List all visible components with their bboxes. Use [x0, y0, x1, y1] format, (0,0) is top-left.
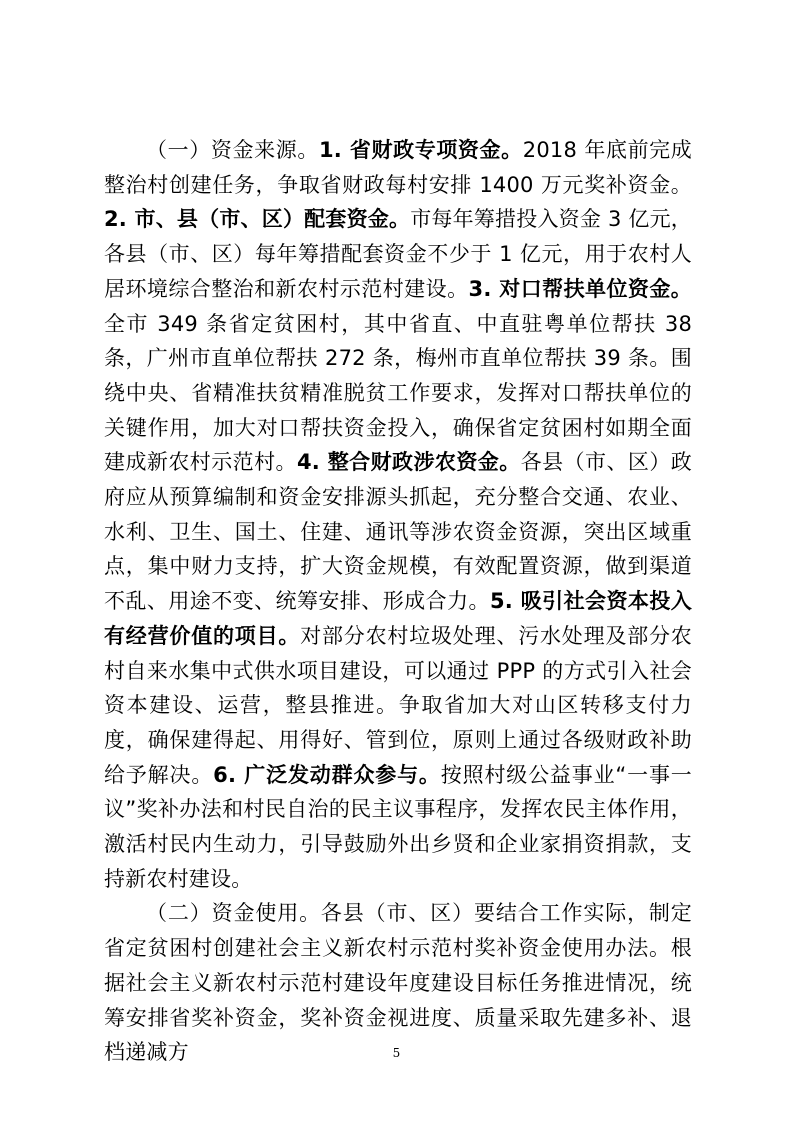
item-text-provincial-special-funds: 2018 年底前完成整治村创建任务，争取省财政每村安排 1400 万元奖补资金。 — [104, 138, 692, 197]
page-number: 5 — [392, 1046, 401, 1060]
item-text-matching-funds: 市每年筹措投入资金 3 亿元，各县（市、区）每年筹措配套资金不少于 1 亿元，用于农村人居环境综合整治和新农村示范村建设。 — [104, 207, 692, 301]
paragraph-fund-use — [104, 896, 692, 1070]
item-text-integrated-agri-funds: 各县（市、区）政府应从预算编制和资金安排源头抓起，充分整合交通、农业、水利、卫生、国土、住建、通讯等涉农资金资源，突出区域重点，集中财力支持，扩大资金规模，有效配置资源，做到渠道不乱、用途不变、统筹安排、形成合力。 — [104, 450, 692, 614]
item-text-paired-assistance-funds: 全市 349 条省定贫困村，其中省直、中直驻粤单位帮扶 38 条，广州市直单位帮扶 272 条，梅州市直单位帮扶 39 条。围绕中央、省精准扶贫精准脱贫工作要求，发挥对口帮扶单位的关键作用，加大对口帮扶资金投入，确保省定贫困村如期全面建成新农村示范村。 — [104, 311, 692, 475]
item-text-public-participation: 按照村级公益事业“一事一议”奖补办法和村民自治的民主议事程序，发挥农民主体作用，激活村民内生动力，引导鼓励外出乡贤和企业家捐资捐款，支持新农村建设。 — [104, 762, 693, 891]
section-heading-funding-sources: （一）资金来源。 — [146, 138, 319, 162]
item-heading-matching-funds: 2. 市、县（市、区）配套资金。 — [104, 207, 411, 232]
section-text-fund-use: （二）资金使用。各县（市、区）要结合工作实际，制定省定贫困村创建社会主义新农村示范村奖补资金使用办法。根据社会主义新农村示范村建设年度建设目标任务推进情况，统筹安排省奖补资金，奖补资金视进度、质量采取先建多补、退档递减方 — [104, 901, 692, 1065]
item-heading-paired-assistance-funds: 3. 对口帮扶单位资金。 — [468, 276, 692, 301]
paragraph-funding-sources — [104, 133, 692, 896]
item-heading-social-capital: 5. 吸引社会资本投入有经营价值的项目。 — [104, 589, 692, 648]
item-text-social-capital: 对部分农村垃圾处理、污水处理及部分农村自来水集中式供水项目建设，可以通过 PPP 的方式引入社会资本建设、运营，整县推进。争取省加大对山区转移支付力度，确保建得起、用得好、管到位，原则上通过各级财政补助给予解决。 — [104, 623, 692, 787]
item-heading-public-participation: 6. 广泛发动群众参与。 — [213, 762, 441, 787]
document-body — [104, 133, 692, 1070]
item-heading-provincial-special-funds: 1. 省财政专项资金。 — [318, 138, 523, 162]
item-heading-integrated-agri-funds: 4. 整合财政涉农资金。 — [296, 450, 521, 475]
